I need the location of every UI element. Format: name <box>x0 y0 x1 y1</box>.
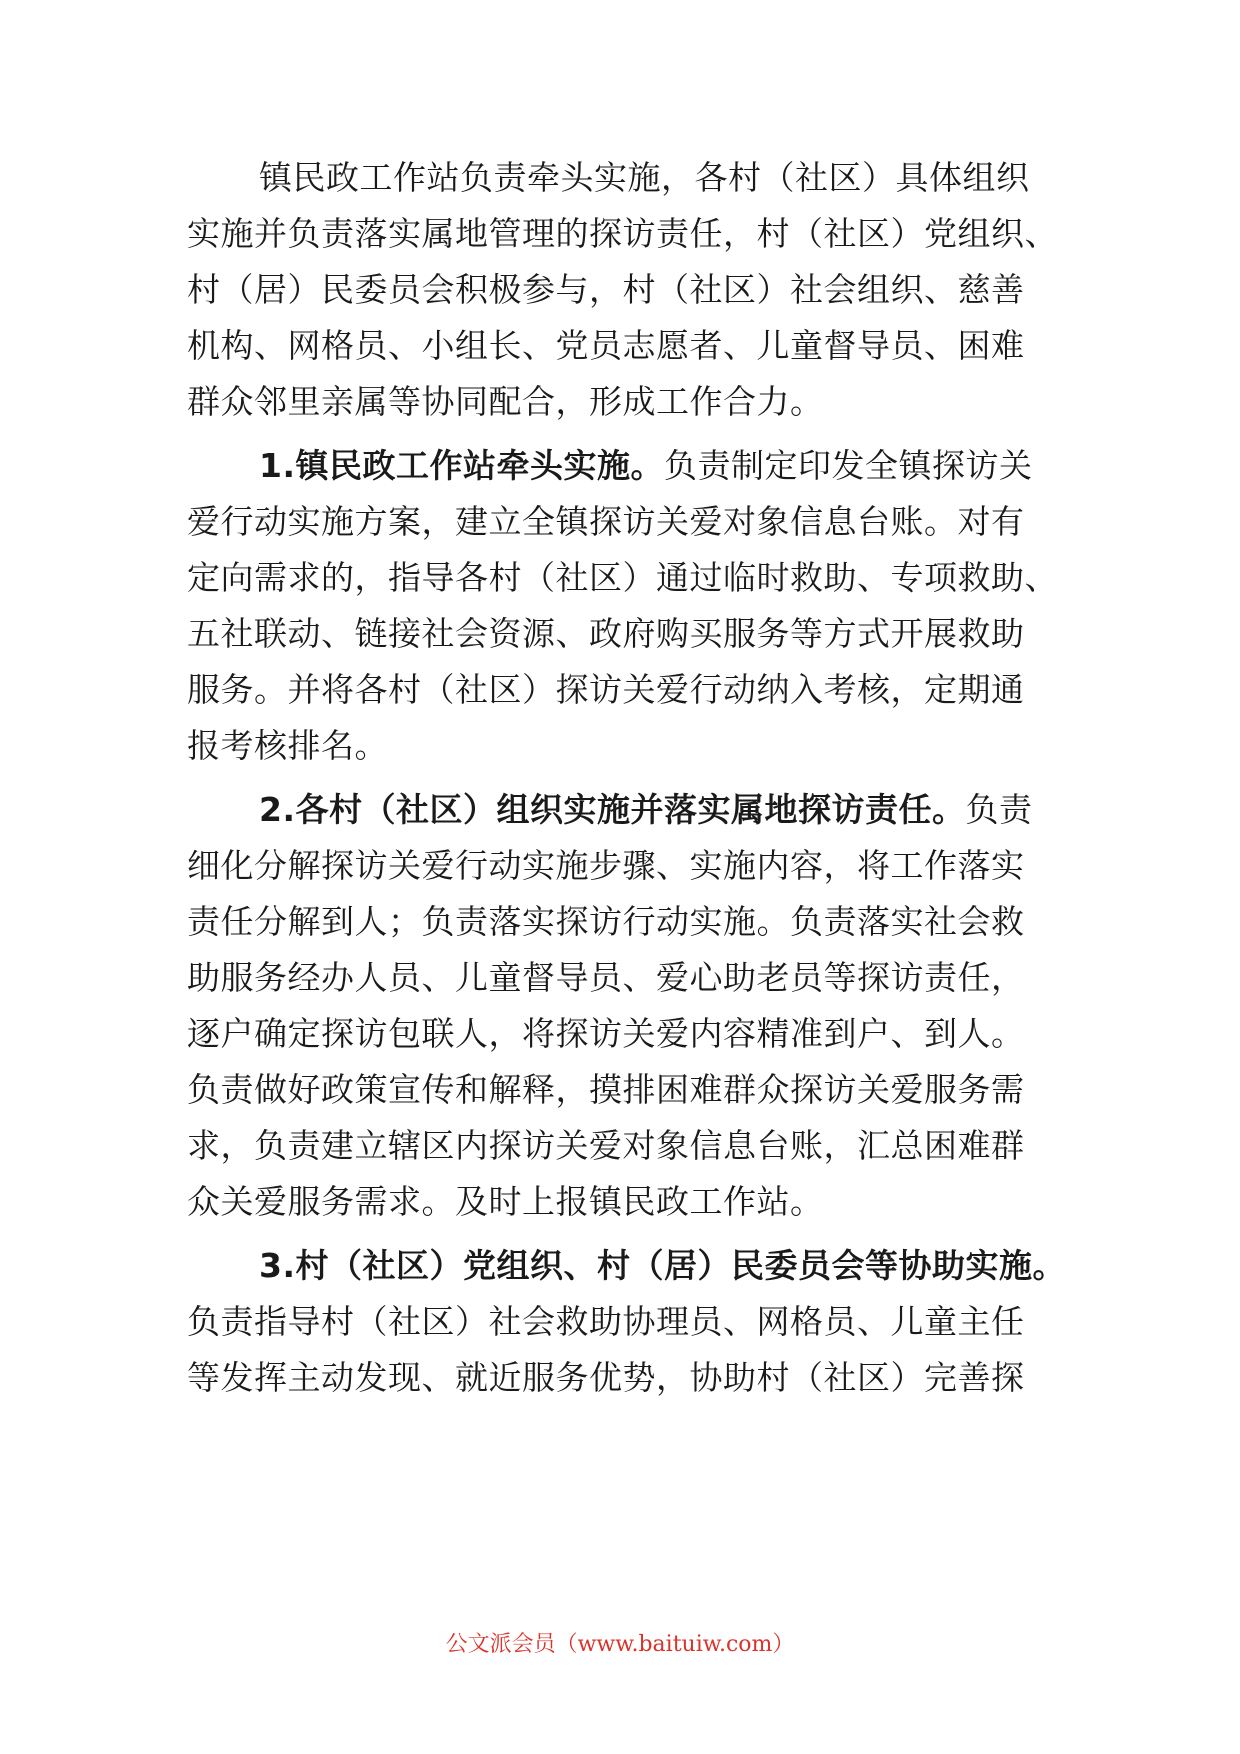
section-2-first-line-text: 负责 <box>965 790 1033 829</box>
section-1-heading: 1.镇民政工作站牵头实施。 <box>259 446 664 485</box>
section-2-line: 责任分解到人；负责落实探访行动实施。负责落实社会救 <box>187 902 1025 941</box>
section-1-first-line <box>259 446 1033 486</box>
section-3-line: 负责指导村（社区）社会救助协理员、网格员、儿童主任 <box>187 1302 1025 1341</box>
section-3-line: 等发挥主动发现、就近服务优势，协助村（社区）完善探 <box>187 1358 1025 1397</box>
intro-line-2: 实施并负责落实属地管理的探访责任，村（社区）党组织、 <box>187 214 1058 253</box>
section-2-line: 负责做好政策宣传和解释，摸排困难群众探访关爱服务需 <box>187 1070 1025 1109</box>
intro-line-3: 村（居）民委员会积极参与，村（社区）社会组织、慈善 <box>187 270 1025 309</box>
section-3-heading: 3.村（社区）党组织、村（居）民委员会等协助实施。 <box>259 1246 1066 1285</box>
section-2-first-line <box>259 790 1033 830</box>
section-1-line: 爱行动实施方案，建立全镇探访关爱对象信息台账。对有 <box>187 502 1025 541</box>
intro-line-5: 群众邻里亲属等协同配合，形成工作合力。 <box>187 382 824 421</box>
section-1-line: 定向需求的，指导各村（社区）通过临时救助、专项救助、 <box>187 558 1058 597</box>
section-2-line: 求，负责建立辖区内探访关爱对象信息台账，汇总困难群 <box>187 1126 1025 1165</box>
section-1-line: 五社联动、链接社会资源、政府购买服务等方式开展救助 <box>187 614 1025 653</box>
section-1-line: 服务。并将各村（社区）探访关爱行动纳入考核，定期通 <box>187 670 1025 709</box>
section-2-line: 众关爱服务需求。及时上报镇民政工作站。 <box>187 1182 824 1221</box>
section-2-heading: 2.各村（社区）组织实施并落实属地探访责任。 <box>259 790 966 829</box>
footer-watermark: 公文派会员（www.baituiw.com） <box>445 1632 795 1657</box>
section-1-line: 报考核排名。 <box>187 726 388 765</box>
intro-line-4: 机构、网格员、小组长、党员志愿者、儿童督导员、困难 <box>187 326 1025 365</box>
section-2-line: 助服务经办人员、儿童督导员、爱心助老员等探访责任， <box>187 958 1025 997</box>
section-1-first-line-text: 负责制定印发全镇探访关 <box>664 446 1033 485</box>
section-2-line: 细化分解探访关爱行动实施步骤、实施内容，将工作落实 <box>187 846 1025 885</box>
intro-line-1: 镇民政工作站负责牵头实施，各村（社区）具体组织 <box>259 158 1030 197</box>
section-2-line: 逐户确定探访包联人，将探访关爱内容精准到户、到人。 <box>187 1014 1025 1053</box>
